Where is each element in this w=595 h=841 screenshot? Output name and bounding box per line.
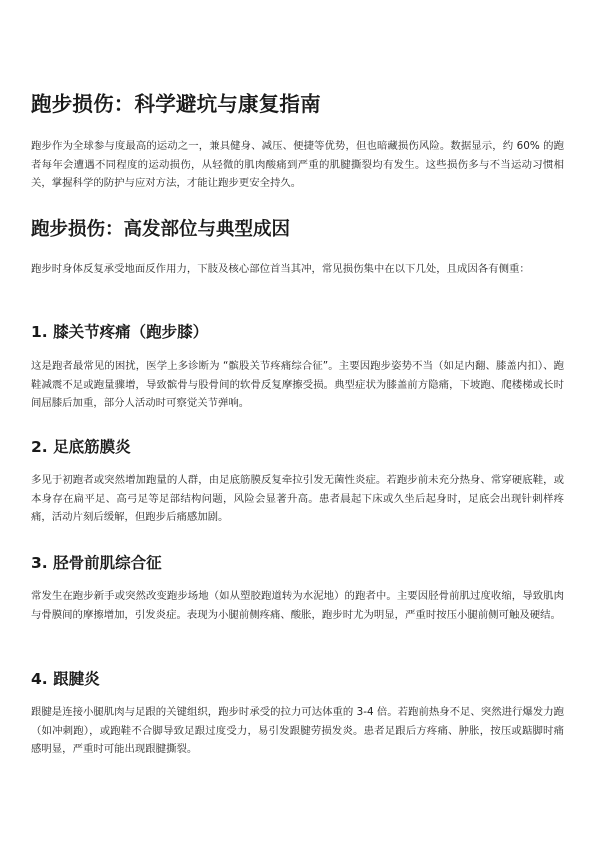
intro-paragraph: 跑步作为全球参与度最高的运动之一，兼具健身、减压、便捷等优势，但也暗藏损伤风险。数据显示，约 60% 的跑者每年会遭遇不同程度的运动损伤，从轻微的肌肉酸痛到严重的肌腱撕裂均有发生。这些损伤多与不当运动习惯相关，掌握科学的防护与应对方法，才能让跑步更安全持久。	[31, 140, 564, 189]
item-heading-tibialis: 3. 胫骨前肌综合征	[31, 554, 162, 572]
item-body-tibialis: 常发生在跑步新手或突然改变跑步场地（如从塑胶跑道转为水泥地）的跑者中。主要因胫骨前肌过度收缩，导致肌肉与骨膜间的摩擦增加，引发炎症。表现为小腿前侧疼痛、酸胀，跑步时尤为明显，严重时按压小腿前侧可触及硬结。	[31, 590, 564, 621]
section-intro-paragraph: 跑步时身体反复承受地面反作用力，下肢及核心部位首当其冲，常见损伤集中在以下几处，且成因各有侧重：	[31, 263, 530, 275]
document-title: 跑步损伤：科学避坑与康复指南	[31, 92, 321, 116]
item-body-achilles: 跟腱是连接小腿肌肉与足跟的关键组织，跑步时承受的拉力可达体重的 3-4 倍。若跑前热身不足、突然进行爆发力跑（如冲刺跑），或跑鞋不合脚导致足跟过度受力，易引发跟腱劳损发炎。患者足跟后方疼痛、肿胀，按压或踮脚时痛感明显，严重时可能出现跟腱撕裂。	[31, 706, 564, 755]
section-title: 跑步损伤：高发部位与典型成因	[31, 219, 291, 240]
item-body-plantar: 多见于初跑者或突然增加跑量的人群，由足底筋膜反复牵拉引发无菌性炎症。若跑步前未充分热身、常穿硬底鞋，或本身存在扁平足、高弓足等足部结构问题，风险会显著升高。患者晨起下床或久坐后起身时，足底会出现针刺样疼痛，活动片刻后缓解，但跑步后痛感加剧。	[31, 474, 564, 523]
item-heading-knee: 1. 膝关节疼痛（跑步膝）	[31, 323, 209, 341]
item-heading-plantar: 2. 足底筋膜炎	[31, 438, 131, 456]
item-body-knee: 这是跑者最常见的困扰，医学上多诊断为 “髌股关节疼痛综合征”。主要因跑步姿势不当（如足内翻、膝盖内扣）、跑鞋减震不足或跑量骤增，导致髌骨与股骨间的软骨反复摩擦受损。典型症状为膝盖前方隐痛，下坡跑、爬楼梯或长时间屈膝后加重，部分人活动时可察觉关节弹响。	[31, 360, 564, 409]
item-heading-achilles: 4. 跟腱炎	[31, 670, 100, 688]
